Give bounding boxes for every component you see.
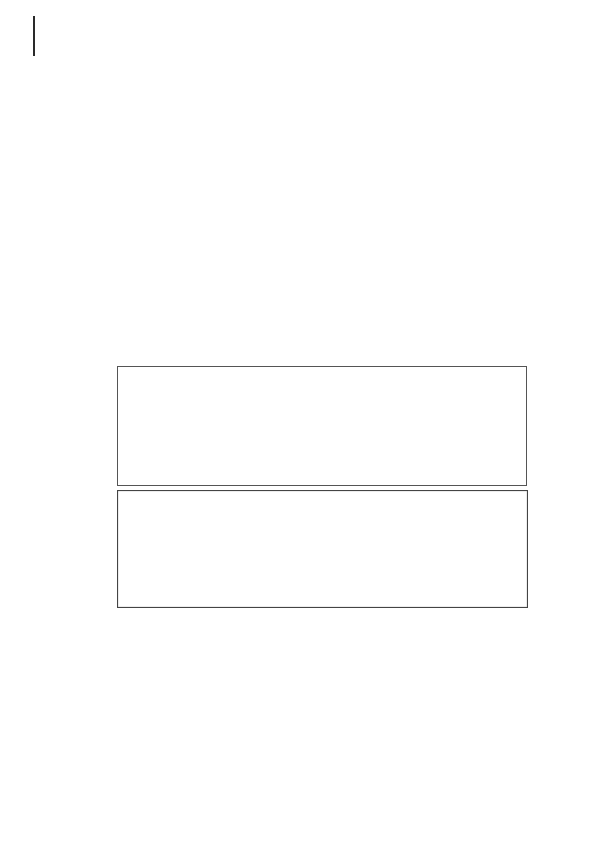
- geological-cross-section: [117, 490, 528, 608]
- page-header: [118, 58, 524, 74]
- scan-mark: [33, 16, 35, 56]
- map-frame: [118, 367, 527, 486]
- geological-map: [117, 366, 527, 486]
- section-frame: [118, 491, 528, 608]
